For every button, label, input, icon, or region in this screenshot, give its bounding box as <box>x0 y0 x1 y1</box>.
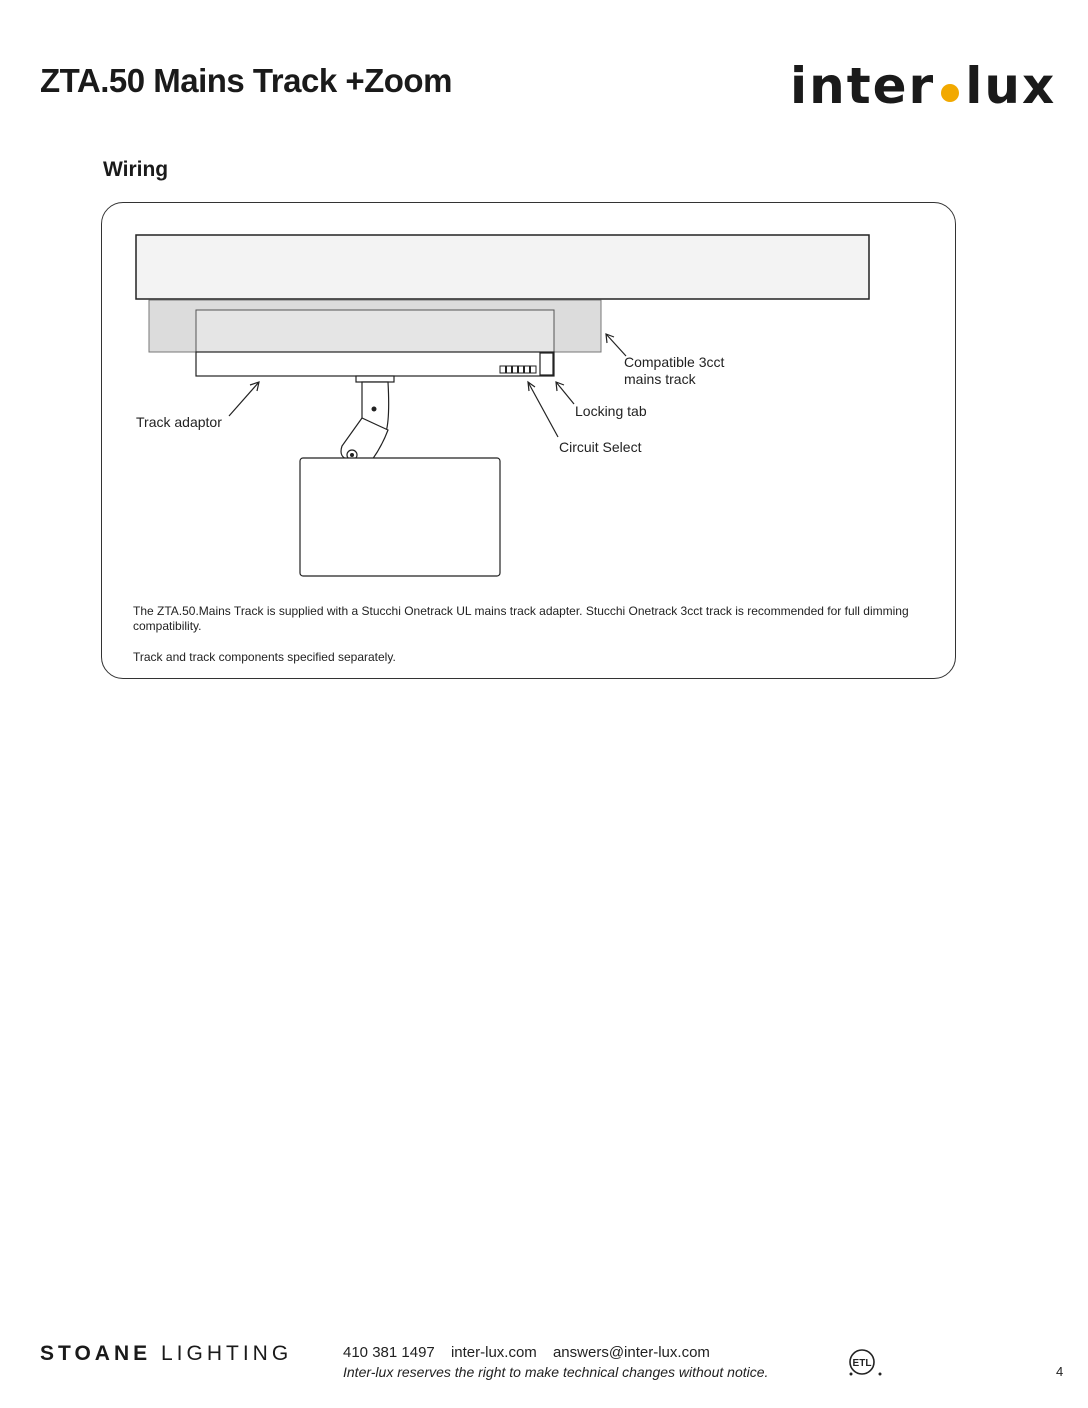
brand-bold: STOANE <box>40 1342 152 1365</box>
logo-text-lux: lux <box>965 57 1057 115</box>
footer-contact <box>343 1344 722 1361</box>
footer-email-link[interactable]: answers@inter-lux.com <box>552 1344 710 1361</box>
stoane-lighting-logo <box>40 1342 292 1366</box>
page-number: 4 <box>1056 1364 1064 1379</box>
label-circuit-select: Circuit Select <box>559 439 642 455</box>
etl-mark-text: ETL <box>852 1358 872 1369</box>
footer-disclaimer: Inter-lux reserves the right to make technical changes without notice. <box>343 1364 769 1380</box>
arrow-track <box>606 334 626 356</box>
page-title: ZTA.50 Mains Track +Zoom <box>40 62 452 99</box>
brand-light: LIGHTING <box>160 1342 293 1365</box>
label-compatible-track: Compatible 3cct mains track <box>624 354 725 387</box>
wiring-note-2: Track and track components specified separately. <box>133 650 396 664</box>
arrow-track-adaptor <box>229 382 259 416</box>
label-track-adaptor: Track adaptor <box>136 414 222 430</box>
fixture-head <box>300 458 500 576</box>
logo-text-inter: inter <box>790 57 936 115</box>
ceiling-bar <box>136 235 869 299</box>
footer-website-link[interactable]: inter-lux.com <box>450 1344 537 1361</box>
wiring-diagram <box>0 0 1088 700</box>
section-title-wiring: Wiring <box>103 158 169 181</box>
stem-collar <box>356 376 394 382</box>
label-locking-tab: Locking tab <box>575 403 647 419</box>
arrow-circuit-select <box>528 382 558 437</box>
arrow-locking-tab <box>556 382 574 404</box>
locking-tab <box>540 353 553 375</box>
wiring-note-1: The ZTA.50.Mains Track is supplied with a Stucchi Onetrack UL mains track adapter. Stucchi Onetrack 3cct track is recommended for full dimming compatibility. <box>133 604 909 633</box>
footer-phone: 410 381 1497 <box>343 1344 435 1361</box>
etl-cert-icon <box>846 1346 888 1378</box>
